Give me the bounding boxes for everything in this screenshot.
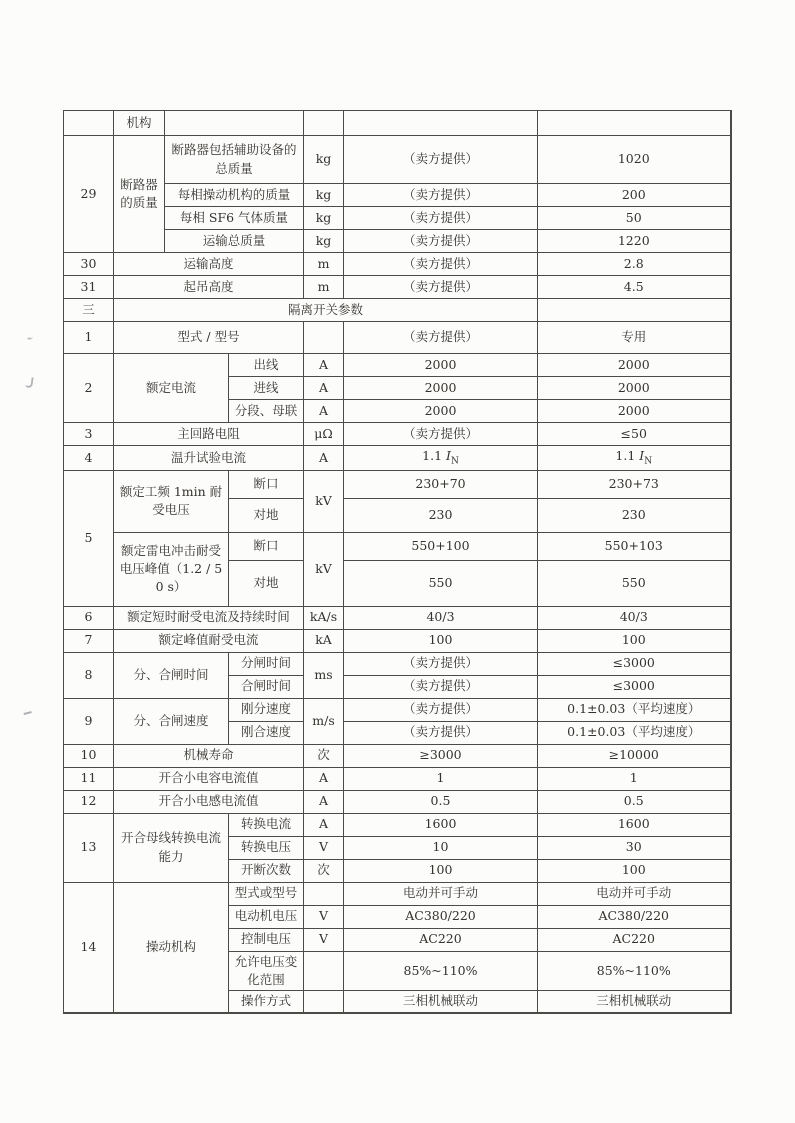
table-row — [64, 446, 731, 471]
spec-cell: 100 — [344, 859, 538, 882]
table-row — [64, 532, 731, 560]
unit-cell: kV — [304, 532, 344, 606]
group-cell: 额定工频 1min 耐受电压 — [114, 470, 229, 532]
value-cell — [538, 299, 731, 322]
table-row — [64, 322, 731, 354]
param-cell: 出线 — [229, 354, 304, 377]
seq-cell: 9 — [64, 698, 114, 744]
spec-cell: （卖方提供） — [344, 253, 538, 276]
unit-cell: 次 — [304, 859, 344, 882]
value-cell: 200 — [538, 184, 731, 207]
param-cell: 起吊高度 — [114, 276, 304, 299]
param-cell: 机械寿命 — [114, 744, 304, 767]
table-row — [64, 230, 731, 253]
table-row — [64, 276, 731, 299]
value-cell: 230 — [538, 498, 731, 532]
seq-cell: 29 — [64, 136, 114, 253]
seq-cell: 4 — [64, 446, 114, 471]
spec-cell: 电动并可手动 — [344, 882, 538, 905]
unit-cell: A — [304, 446, 344, 471]
group-cell: 额定雷电冲击耐受电压峰值（1.2 / 50 s） — [114, 532, 229, 606]
spec-cell: （卖方提供） — [344, 276, 538, 299]
unit-cell: kA — [304, 629, 344, 652]
value-cell: 0.5 — [538, 790, 731, 813]
param-cell: 每相操动机构的质量 — [165, 184, 304, 207]
group-cell: 开合母线转换电流能力 — [114, 813, 229, 882]
spec-cell: （卖方提供） — [344, 698, 538, 721]
table-row — [64, 767, 731, 790]
param-cell: 分段、母联 — [229, 400, 304, 423]
spec-cell: 1600 — [344, 813, 538, 836]
param-cell: 刚分速度 — [229, 698, 304, 721]
spec-cell: 230+70 — [344, 470, 538, 498]
spec-cell: （卖方提供） — [344, 230, 538, 253]
value-cell: ≤3000 — [538, 675, 731, 698]
param-cell: 开合小电容电流值 — [114, 767, 304, 790]
group-cell: 断路器的质量 — [114, 136, 165, 253]
spec-cell: AC220 — [344, 928, 538, 951]
group-cell: 分、合闸速度 — [114, 698, 229, 744]
value-cell: ≥10000 — [538, 744, 731, 767]
group-cell: 机构 — [114, 111, 165, 136]
group-cell: 操动机构 — [114, 882, 229, 1013]
spec-cell: 230 — [344, 498, 538, 532]
spec-cell: 2000 — [344, 400, 538, 423]
seq-cell: 13 — [64, 813, 114, 882]
value-cell: 2000 — [538, 400, 731, 423]
table-row — [64, 207, 731, 230]
spec-cell: 三相机械联动 — [344, 990, 538, 1013]
spec-cell: 2000 — [344, 377, 538, 400]
value-cell: 专用 — [538, 322, 731, 354]
seq-cell: 6 — [64, 606, 114, 629]
unit-cell — [304, 322, 344, 354]
table-row — [64, 184, 731, 207]
param-cell: 主回路电阻 — [114, 423, 304, 446]
spec-table — [63, 110, 732, 1014]
seq-cell: 1 — [64, 322, 114, 354]
scan-artifact — [24, 711, 33, 718]
seq-cell: 11 — [64, 767, 114, 790]
unit-cell: A — [304, 790, 344, 813]
value-cell: 50 — [538, 207, 731, 230]
unit-cell: m — [304, 253, 344, 276]
unit-cell: kg — [304, 136, 344, 184]
table-row — [64, 111, 731, 136]
unit-cell — [304, 951, 344, 990]
spec-cell: （卖方提供） — [344, 136, 538, 184]
param-cell: 型式 / 型号 — [114, 322, 304, 354]
value-cell: 电动并可手动 — [538, 882, 731, 905]
value-cell: ≤3000 — [538, 652, 731, 675]
value-cell: 2000 — [538, 377, 731, 400]
group-cell: 分、合闸时间 — [114, 652, 229, 698]
param-cell: 运输总质量 — [165, 230, 304, 253]
value-cell: ≤50 — [538, 423, 731, 446]
unit-cell: m/s — [304, 698, 344, 744]
seq-cell: 30 — [64, 253, 114, 276]
value-cell: 100 — [538, 859, 731, 882]
seq-cell: 8 — [64, 652, 114, 698]
unit-cell: V — [304, 928, 344, 951]
value-cell: 2000 — [538, 354, 731, 377]
spec-cell: 0.5 — [344, 790, 538, 813]
table-row — [64, 423, 731, 446]
value-cell: 550+103 — [538, 532, 731, 560]
spec-cell: （卖方提供） — [344, 423, 538, 446]
unit-cell — [304, 990, 344, 1013]
section-title-cell: 隔离开关参数 — [114, 299, 538, 322]
seq-cell: 14 — [64, 882, 114, 1013]
param-cell: 刚合速度 — [229, 721, 304, 744]
table-row — [64, 629, 731, 652]
param-cell: 对地 — [229, 560, 304, 606]
value-cell: 1020 — [538, 136, 731, 184]
spec-cell: （卖方提供） — [344, 721, 538, 744]
param-cell: 型式或型号 — [229, 882, 304, 905]
param-cell: 转换电流 — [229, 813, 304, 836]
table-row — [64, 354, 731, 377]
seq-cell — [64, 111, 114, 136]
value-cell: 1220 — [538, 230, 731, 253]
value-cell: 1.1 $I_N$ — [538, 446, 731, 471]
spec-cell: AC380/220 — [344, 905, 538, 928]
unit-cell: 次 — [304, 744, 344, 767]
table-row — [64, 744, 731, 767]
unit-cell: kg — [304, 207, 344, 230]
param-cell: 转换电压 — [229, 836, 304, 859]
param-cell: 开断次数 — [229, 859, 304, 882]
seq-cell: 三 — [64, 299, 114, 322]
param-cell: 断口 — [229, 470, 304, 498]
table-row — [64, 606, 731, 629]
spec-cell: 100 — [344, 629, 538, 652]
spec-cell: 10 — [344, 836, 538, 859]
table-row — [64, 470, 731, 498]
table-row — [64, 652, 731, 675]
spec-cell — [344, 111, 538, 136]
param-cell: 断路器包括辅助设备的总质量 — [165, 136, 304, 184]
param-cell: 允许电压变化范围 — [229, 951, 304, 990]
value-cell: 2.8 — [538, 253, 731, 276]
seq-cell: 3 — [64, 423, 114, 446]
param-cell: 对地 — [229, 498, 304, 532]
seq-cell: 10 — [64, 744, 114, 767]
spec-cell: 40/3 — [344, 606, 538, 629]
value-cell: 4.5 — [538, 276, 731, 299]
param-cell: 分闸时间 — [229, 652, 304, 675]
spec-cell: （卖方提供） — [344, 652, 538, 675]
value-cell: 550 — [538, 560, 731, 606]
unit-cell: ms — [304, 652, 344, 698]
table-row — [64, 299, 731, 322]
unit-cell: A — [304, 354, 344, 377]
param-cell: 每相 SF6 气体质量 — [165, 207, 304, 230]
unit-cell — [304, 882, 344, 905]
table-row — [64, 136, 731, 184]
scan-artifact — [25, 377, 33, 389]
value-cell: AC380/220 — [538, 905, 731, 928]
param-cell: 温升试验电流 — [114, 446, 304, 471]
unit-cell: A — [304, 377, 344, 400]
value-cell: 1 — [538, 767, 731, 790]
spec-cell: （卖方提供） — [344, 675, 538, 698]
table-row — [64, 253, 731, 276]
param-cell: 运输高度 — [114, 253, 304, 276]
seq-cell: 7 — [64, 629, 114, 652]
param-cell: 电动机电压 — [229, 905, 304, 928]
param-cell: 额定峰值耐受电流 — [114, 629, 304, 652]
seq-cell: 5 — [64, 470, 114, 606]
param-cell: 合闸时间 — [229, 675, 304, 698]
value-cell: 0.1±0.03（平均速度） — [538, 721, 731, 744]
spec-cell: 550 — [344, 560, 538, 606]
seq-cell: 31 — [64, 276, 114, 299]
group-cell: 额定电流 — [114, 354, 229, 423]
param-cell: 进线 — [229, 377, 304, 400]
unit-cell: kV — [304, 470, 344, 532]
spec-cell: （卖方提供） — [344, 207, 538, 230]
value-cell: AC220 — [538, 928, 731, 951]
value-cell: 230+73 — [538, 470, 731, 498]
value-cell: 三相机械联动 — [538, 990, 731, 1013]
table-row — [64, 882, 731, 905]
unit-cell: A — [304, 400, 344, 423]
value-cell — [538, 111, 731, 136]
unit-cell: A — [304, 767, 344, 790]
unit-cell — [304, 111, 344, 136]
spec-cell: 1.1 $I_N$ — [344, 446, 538, 471]
value-cell: 40/3 — [538, 606, 731, 629]
unit-cell: A — [304, 813, 344, 836]
param-cell: 开合小电感电流值 — [114, 790, 304, 813]
value-cell: 30 — [538, 836, 731, 859]
param-cell: 额定短时耐受电流及持续时间 — [114, 606, 304, 629]
param-cell: 控制电压 — [229, 928, 304, 951]
spec-cell: （卖方提供） — [344, 322, 538, 354]
unit-cell: kA/s — [304, 606, 344, 629]
value-cell: 1600 — [538, 813, 731, 836]
scan-artifact — [27, 333, 34, 340]
param-cell — [165, 111, 304, 136]
table-row — [64, 790, 731, 813]
param-cell: 断口 — [229, 532, 304, 560]
unit-cell: kg — [304, 184, 344, 207]
unit-cell: m — [304, 276, 344, 299]
seq-cell: 12 — [64, 790, 114, 813]
unit-cell: V — [304, 836, 344, 859]
table-row — [64, 813, 731, 836]
param-cell: 操作方式 — [229, 990, 304, 1013]
value-cell: 100 — [538, 629, 731, 652]
spec-cell: 2000 — [344, 354, 538, 377]
spec-cell: 1 — [344, 767, 538, 790]
spec-cell: 85%~110% — [344, 951, 538, 990]
spec-cell: ≥3000 — [344, 744, 538, 767]
spec-cell: 550+100 — [344, 532, 538, 560]
table-row — [64, 698, 731, 721]
value-cell: 0.1±0.03（平均速度） — [538, 698, 731, 721]
unit-cell: kg — [304, 230, 344, 253]
spec-cell: （卖方提供） — [344, 184, 538, 207]
value-cell: 85%~110% — [538, 951, 731, 990]
unit-cell: μΩ — [304, 423, 344, 446]
unit-cell: V — [304, 905, 344, 928]
seq-cell: 2 — [64, 354, 114, 423]
